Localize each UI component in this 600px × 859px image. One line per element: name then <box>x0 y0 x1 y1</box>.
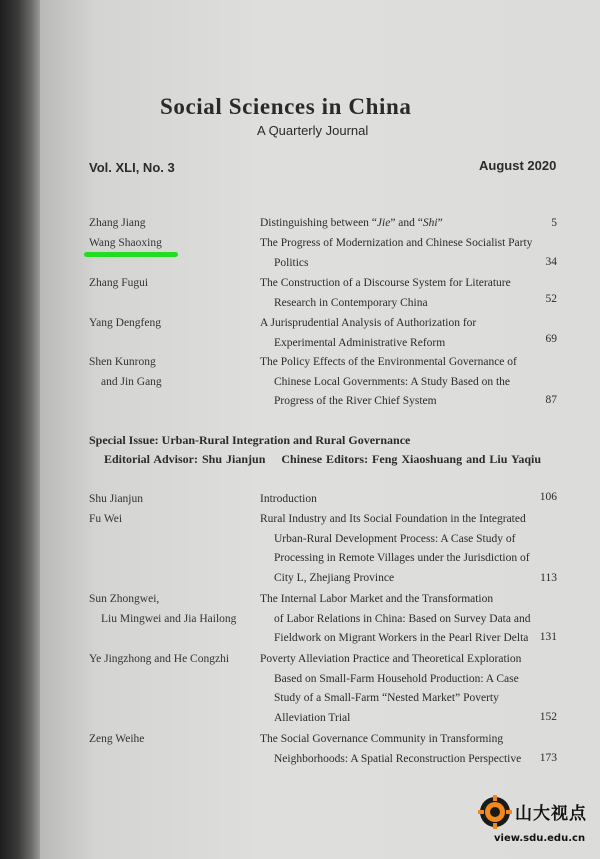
toc-page-number: 69 <box>545 333 557 345</box>
toc-entry <box>0 353 600 413</box>
toc-author: Zeng Weihe <box>89 733 145 745</box>
special-issue-heading: Special Issue: Urban-Rural Integration and Rural Governance <box>89 433 411 447</box>
issue-date: August 2020 <box>479 158 557 173</box>
toc-page-number: 173 <box>539 752 557 764</box>
toc-author: Zhang Jiang <box>89 217 146 229</box>
toc-page-number: 34 <box>545 256 557 268</box>
toc-title: The Social Governance Community in Transforming Neighborhoods: A Spatial Reconstruction Perspective <box>260 733 522 765</box>
special-issue-editors <box>104 452 541 467</box>
toc-title: The Internal Labor Market and the Transformation of Labor Relations in China: Based on Survey Data and Fieldwork on Migrant Workers in the Pearl River Delta <box>260 593 531 644</box>
toc-author: Wang Shaoxing <box>89 237 162 249</box>
sdu-logo-icon <box>478 795 512 829</box>
toc-entry <box>0 510 600 590</box>
toc-title: Poverty Alleviation Practice and Theoretical Exploration Based on Small-Farm Household Production: A Case Study of a Small-Farm “Nested Market” Poverty Alleviation Trial <box>260 653 522 724</box>
watermark-url: view.sdu.edu.cn <box>494 833 586 844</box>
toc-page-number: 152 <box>539 711 557 723</box>
toc-author: Shu Jianjun <box>89 493 143 505</box>
toc-entry <box>0 590 600 650</box>
toc-title: The Construction of a Discourse System for Literature Research in Contemporary China <box>260 277 511 309</box>
toc-author: Ye Jingzhong and He Congzhi <box>89 653 230 665</box>
toc-page-number: 106 <box>539 491 557 503</box>
toc-author: Shen Kunrong and Jin Gang <box>89 356 162 388</box>
toc-page-number: 113 <box>540 572 557 584</box>
toc-author: Fu Wei <box>89 513 123 525</box>
toc-entry <box>0 730 600 770</box>
toc-title: The Policy Effects of the Environmental Governance of Chinese Local Governments: A Study Based on the Progress of the River Chief System <box>260 356 517 407</box>
toc-title: A Jurisprudential Analysis of Authorization for Experimental Administrative Reform <box>260 317 477 349</box>
toc-entry <box>0 274 600 314</box>
chinese-editors: Chinese Editors: Feng Xiaoshuang and Liu Yaqiu <box>281 452 542 466</box>
journal-title: Social Sciences in China <box>160 94 412 119</box>
toc-entry <box>0 314 600 354</box>
toc-entry <box>0 650 600 730</box>
green-highlight-underline <box>84 252 178 257</box>
toc-entry <box>0 214 600 236</box>
editorial-advisor: Editorial Advisor: Shu Jianjun <box>104 452 266 466</box>
toc-author: Sun Zhongwei, Liu Mingwei and Jia Hailong <box>89 593 237 625</box>
toc-page-number: 131 <box>539 631 557 643</box>
toc-page-number: 87 <box>545 394 557 406</box>
toc-page-number: 52 <box>545 293 557 305</box>
toc-author: Yang Dengfeng <box>89 317 161 329</box>
toc-title: Distinguishing between “Jie” and “Shi” <box>260 217 443 229</box>
toc-entry <box>0 490 600 512</box>
journal-subtitle: A Quarterly Journal <box>257 123 369 138</box>
toc-title: The Progress of Modernization and Chinese Socialist Party Politics <box>260 237 533 269</box>
watermark-text: 山大视点 <box>515 804 587 824</box>
volume-number: Vol. XLI, No. 3 <box>89 160 175 175</box>
toc-title: Introduction <box>260 493 317 505</box>
toc-author: Zhang Fugui <box>89 277 149 289</box>
toc-page-number: 5 <box>551 217 557 229</box>
toc-title: Rural Industry and Its Social Foundation in the Integrated Urban-Rural Development Process: A Case Study of Processing in Remote Villages under the Jurisdiction of City L, Zhejiang Province <box>260 513 530 584</box>
